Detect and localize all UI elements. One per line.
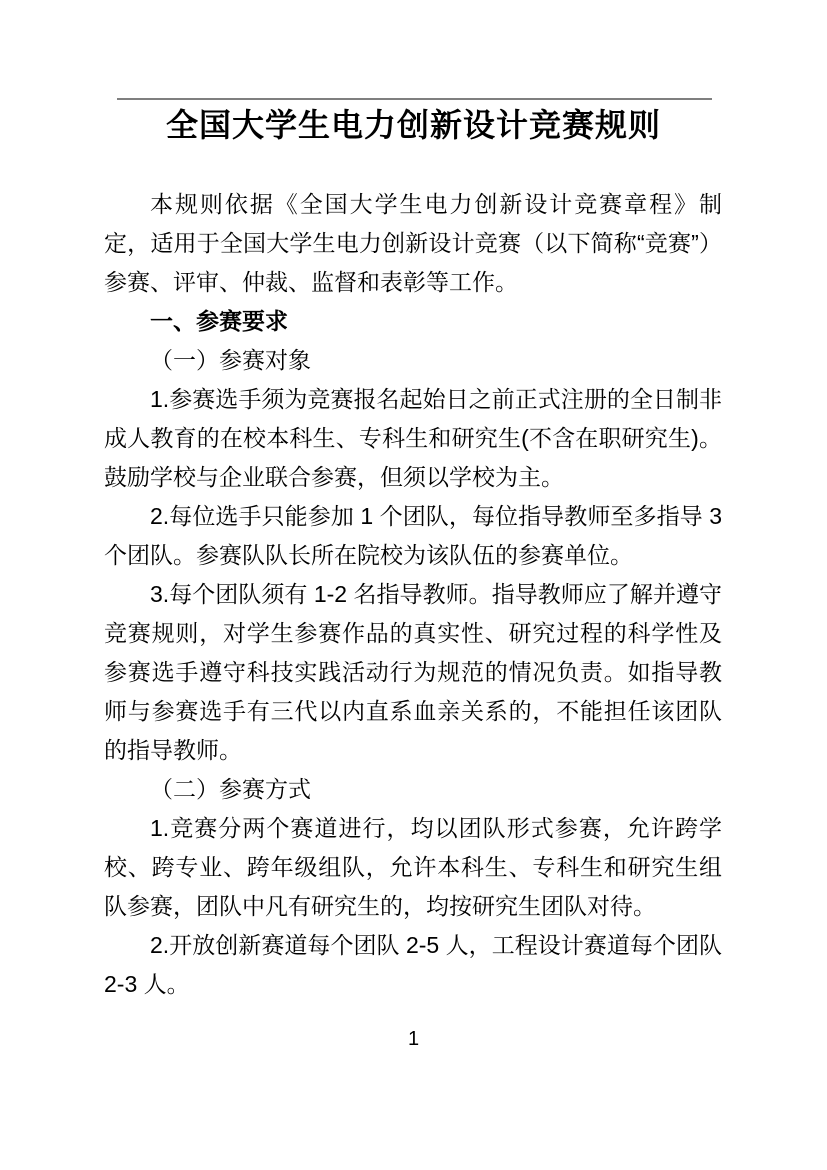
paragraph-method-1: 1.竞赛分两个赛道进行，均以团队形式参赛，允许跨学校、跨专业、跨年级组队，允许本科生、专科生和研究生组队参赛，团队中凡有研究生的，均按研究生团队对待。 bbox=[104, 815, 722, 919]
section-heading-requirements: 一、参赛要求 bbox=[150, 308, 288, 334]
page-title: 全国大学生电力创新设计竞赛规则 bbox=[165, 107, 661, 143]
subsection-heading-method: （二）参赛方式 bbox=[150, 776, 311, 802]
paragraph-rule-1: 1.参赛选手须为竞赛报名起始日之前正式注册的全日制非成人教育的在校本科生、专科生和研究生(不含在职研究生)。鼓励学校与企业联合参赛，但须以学校为主。 bbox=[104, 386, 722, 490]
paragraph-intro: 本规则依据《全国大学生电力创新设计竞赛章程》制定，适用于全国大学生电力创新设计竞赛（以下简称“竞赛”）参赛、评审、仲裁、监督和表彰等工作。 bbox=[104, 191, 722, 295]
paragraph-method-2: 2.开放创新赛道每个团队 2-5 人，工程设计赛道每个团队 2-3 人。 bbox=[104, 932, 722, 997]
document-body bbox=[104, 185, 722, 1004]
paragraph-rule-3: 3.每个团队须有 1-2 名指导教师。指导教师应了解并遵守竞赛规则，对学生参赛作品的真实性、研究过程的科学性及参赛选手遵守科技实践活动行为规范的情况负责。如指导教师与参赛选手有三代以内直系血亲关系的，不能担任该团队的指导教师。 bbox=[104, 581, 722, 763]
paragraph-rule-2: 2.每位选手只能参加 1 个团队，每位指导教师至多指导 3 个团队。参赛队队长所在院校为该队伍的参赛单位。 bbox=[104, 503, 722, 568]
subsection-heading-participants: （一）参赛对象 bbox=[150, 347, 311, 373]
page-number: 1 bbox=[407, 1028, 420, 1050]
